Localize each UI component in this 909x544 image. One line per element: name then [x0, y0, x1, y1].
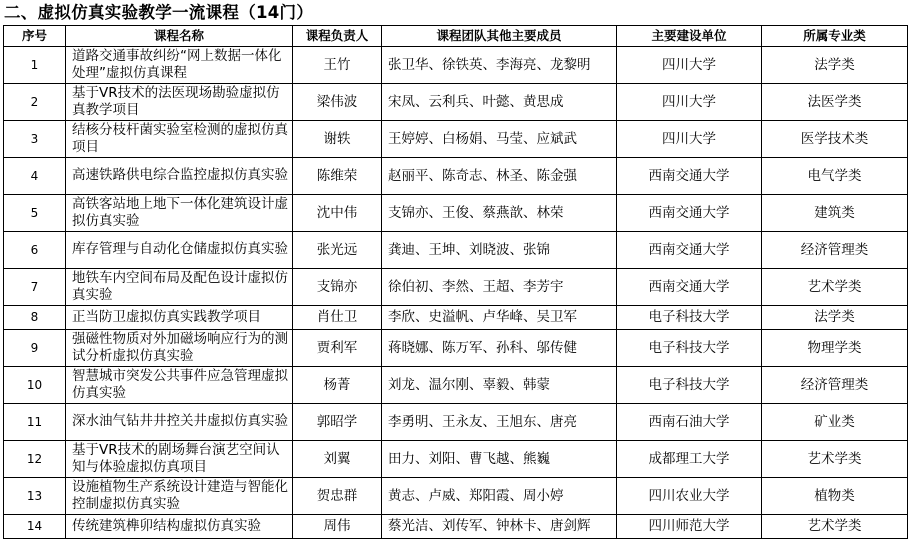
course-leader: 刘翼 — [293, 441, 382, 478]
major-category: 医学技术类 — [762, 121, 908, 158]
table-row — [4, 158, 908, 195]
course-name: 传统建筑榫卯结构虚拟仿真实验 — [66, 515, 293, 539]
host-unit: 电子科技大学 — [617, 367, 762, 404]
page-title: 二、虚拟仿真实验教学一流课程（14门） — [4, 3, 314, 22]
host-unit: 四川大学 — [617, 47, 762, 84]
major-category: 建筑类 — [762, 195, 908, 232]
header-major: 所属专业类 — [762, 26, 908, 47]
table-row — [4, 195, 908, 232]
table-row — [4, 441, 908, 478]
row-index: 14 — [4, 515, 66, 539]
row-index: 1 — [4, 47, 66, 84]
table-body — [4, 47, 908, 539]
course-name: 高速铁路供电综合监控虚拟仿真实验 — [66, 158, 293, 195]
host-unit: 西南交通大学 — [617, 269, 762, 306]
header-name: 课程名称 — [66, 26, 293, 47]
row-index: 9 — [4, 330, 66, 367]
course-leader: 杨菁 — [293, 367, 382, 404]
course-name: 深水油气钻井井控关井虚拟仿真实验 — [66, 404, 293, 441]
table-row — [4, 330, 908, 367]
course-name: 道路交通事故纠纷“网上数据一体化处理”虚拟仿真课程 — [66, 47, 293, 84]
host-unit: 西南交通大学 — [617, 232, 762, 269]
team-members: 田力、刘阳、曹飞越、熊巍 — [382, 441, 617, 478]
major-category: 法医学类 — [762, 84, 908, 121]
row-index: 3 — [4, 121, 66, 158]
course-leader: 郭昭学 — [293, 404, 382, 441]
header-leader: 课程负责人 — [293, 26, 382, 47]
table-row — [4, 232, 908, 269]
course-name: 地铁车内空间布局及配色设计虚拟仿真实验 — [66, 269, 293, 306]
course-name: 结核分枝杆菌实验室检测的虚拟仿真项目 — [66, 121, 293, 158]
team-members: 李欣、史溢帆、卢华峰、吴卫军 — [382, 306, 617, 330]
course-leader: 贺忠群 — [293, 478, 382, 515]
course-name: 基于VR技术的法医现场勘验虚拟仿真教学项目 — [66, 84, 293, 121]
team-members: 龚迪、王坤、刘晓波、张锦 — [382, 232, 617, 269]
major-category: 法学类 — [762, 47, 908, 84]
major-category: 物理学类 — [762, 330, 908, 367]
header-unit: 主要建设单位 — [617, 26, 762, 47]
course-leader: 贾利军 — [293, 330, 382, 367]
row-index: 6 — [4, 232, 66, 269]
table-row — [4, 84, 908, 121]
major-category: 矿业类 — [762, 404, 908, 441]
row-index: 7 — [4, 269, 66, 306]
team-members: 徐伯初、李然、王超、李芳宇 — [382, 269, 617, 306]
course-name: 正当防卫虚拟仿真实践教学项目 — [66, 306, 293, 330]
host-unit: 四川师范大学 — [617, 515, 762, 539]
major-category: 艺术学类 — [762, 441, 908, 478]
team-members: 赵丽平、陈奇志、林圣、陈金强 — [382, 158, 617, 195]
course-leader: 谢轶 — [293, 121, 382, 158]
host-unit: 电子科技大学 — [617, 306, 762, 330]
course-name: 基于VR技术的剧场舞台演艺空间认知与体验虚拟仿真项目 — [66, 441, 293, 478]
host-unit: 四川大学 — [617, 121, 762, 158]
course-leader: 周伟 — [293, 515, 382, 539]
team-members: 蒋晓娜、陈万军、孙科、邬传健 — [382, 330, 617, 367]
course-name: 设施植物生产系统设计建造与智能化控制虚拟仿真实验 — [66, 478, 293, 515]
table-row — [4, 121, 908, 158]
course-leader: 肖仕卫 — [293, 306, 382, 330]
table-row — [4, 515, 908, 539]
course-leader: 沈中伟 — [293, 195, 382, 232]
major-category: 法学类 — [762, 306, 908, 330]
major-category: 植物类 — [762, 478, 908, 515]
host-unit: 四川农业大学 — [617, 478, 762, 515]
team-members: 李勇明、王永友、王旭东、唐亮 — [382, 404, 617, 441]
team-members: 支锦亦、王俊、蔡燕歆、林荣 — [382, 195, 617, 232]
course-table — [3, 25, 908, 539]
table-row — [4, 47, 908, 84]
course-name: 强磁性物质对外加磁场响应行为的测试分析虚拟仿真实验 — [66, 330, 293, 367]
course-leader: 王竹 — [293, 47, 382, 84]
course-name: 智慧城市突发公共事件应急管理虚拟仿真实验 — [66, 367, 293, 404]
course-leader: 张光远 — [293, 232, 382, 269]
row-index: 8 — [4, 306, 66, 330]
row-index: 12 — [4, 441, 66, 478]
row-index: 13 — [4, 478, 66, 515]
course-leader: 梁伟波 — [293, 84, 382, 121]
major-category: 电气学类 — [762, 158, 908, 195]
host-unit: 西南交通大学 — [617, 158, 762, 195]
course-name: 高铁客站地上地下一体化建筑设计虚拟仿真实验 — [66, 195, 293, 232]
team-members: 王婷婷、白杨娟、马莹、应斌武 — [382, 121, 617, 158]
table-row — [4, 367, 908, 404]
header-members: 课程团队其他主要成员 — [382, 26, 617, 47]
team-members: 刘龙、温尔刚、辜毅、韩蒙 — [382, 367, 617, 404]
major-category: 艺术学类 — [762, 515, 908, 539]
course-leader: 支锦亦 — [293, 269, 382, 306]
course-name: 库存管理与自动化仓储虚拟仿真实验 — [66, 232, 293, 269]
row-index: 10 — [4, 367, 66, 404]
host-unit: 西南石油大学 — [617, 404, 762, 441]
host-unit: 西南交通大学 — [617, 195, 762, 232]
major-category: 艺术学类 — [762, 269, 908, 306]
table-header — [4, 26, 908, 47]
row-index: 11 — [4, 404, 66, 441]
major-category: 经济管理类 — [762, 232, 908, 269]
major-category: 经济管理类 — [762, 367, 908, 404]
row-index: 4 — [4, 158, 66, 195]
team-members: 黄志、卢威、郑阳霞、周小婷 — [382, 478, 617, 515]
host-unit: 成都理工大学 — [617, 441, 762, 478]
table-row — [4, 306, 908, 330]
table-row — [4, 478, 908, 515]
team-members: 宋凤、云利兵、叶懿、黄思成 — [382, 84, 617, 121]
course-leader: 陈维荣 — [293, 158, 382, 195]
row-index: 5 — [4, 195, 66, 232]
table-row — [4, 269, 908, 306]
table-row — [4, 404, 908, 441]
host-unit: 电子科技大学 — [617, 330, 762, 367]
header-index: 序号 — [4, 26, 66, 47]
row-index: 2 — [4, 84, 66, 121]
host-unit: 四川大学 — [617, 84, 762, 121]
team-members: 张卫华、徐铁英、李海亮、龙黎明 — [382, 47, 617, 84]
team-members: 蔡光洁、刘传军、钟林卡、唐剑辉 — [382, 515, 617, 539]
